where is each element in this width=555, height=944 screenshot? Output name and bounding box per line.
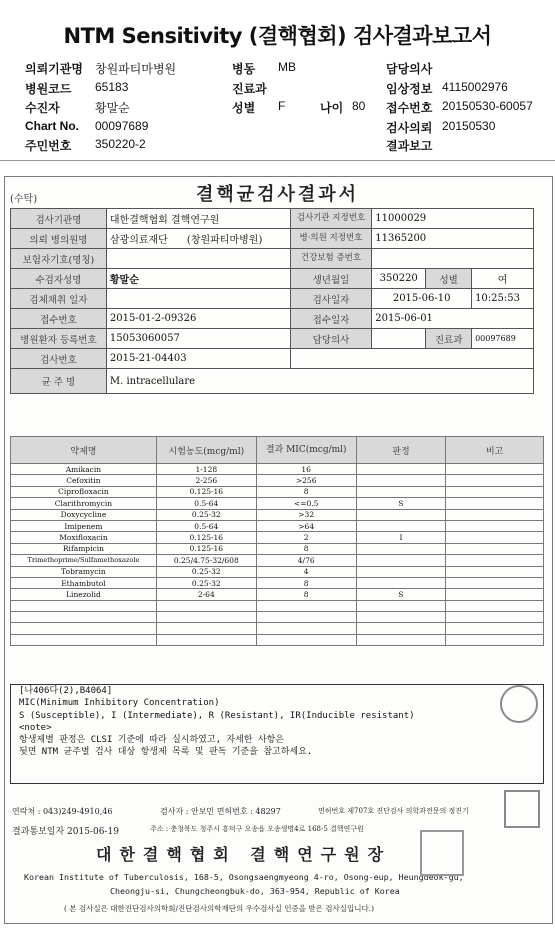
footer-phone: 연락처 : 043)249-4910,46 <box>12 807 113 816</box>
table-cell <box>156 634 256 645</box>
table-cell: 8 <box>256 486 356 497</box>
value-clinical-info: 4115002976 <box>442 80 508 94</box>
table-cell <box>156 600 256 611</box>
table-cell <box>356 623 446 634</box>
value-ward: MB <box>278 60 296 74</box>
table-row-empty <box>11 600 544 611</box>
report-tag: (수탁) <box>10 194 38 205</box>
table-cell <box>446 566 544 577</box>
cell-value: 2015-06-01 <box>372 309 534 329</box>
table-cell <box>446 509 544 520</box>
table-cell: 0.25-32 <box>156 509 256 520</box>
table-cell: Tobramycin <box>11 566 157 577</box>
table-cell: 2 <box>256 532 356 543</box>
table-cell: >256 <box>256 475 356 486</box>
table-row <box>11 566 544 577</box>
value-chart-no: 00097689 <box>95 119 149 133</box>
label-request-date: 검사의뢰 <box>386 121 433 135</box>
table-cell: Doxycycline <box>11 509 157 520</box>
table-cell <box>446 532 544 543</box>
table-cell <box>446 612 544 623</box>
note-line: S (Susceptible), I (Intermediate), R (Resistant), IR(Inducible resistant) <box>19 710 415 721</box>
cell-label: 병·의원 지정번호 <box>290 229 372 249</box>
value-receipt-no: 20150530-60057 <box>442 99 533 113</box>
page-title: NTM Sensitivity (결핵협회) 검사결과보고서 <box>63 24 492 48</box>
table-cell: 1-128 <box>156 464 256 475</box>
col-header: 시험농도(mcg/ml) <box>156 437 256 464</box>
table-cell <box>256 634 356 645</box>
label-department: 진료과 <box>232 82 267 96</box>
table-cell: 8 <box>256 589 356 600</box>
col-header: 판정 <box>356 437 446 464</box>
table-row-empty <box>11 634 544 645</box>
cell-label: 생년월일 <box>290 269 372 289</box>
table-cell <box>446 589 544 600</box>
value-sex: F <box>278 99 286 113</box>
report-title: 결핵균검사결과서 <box>195 184 360 205</box>
cell-label: 접수일자 <box>290 309 372 329</box>
table-row <box>11 475 544 486</box>
value-hospital-code: 65183 <box>95 80 129 94</box>
label-patient: 수진자 <box>25 101 60 115</box>
table-cell <box>156 623 256 634</box>
table-cell <box>446 577 544 588</box>
footer-doctor: 면허번호 제707호 진단검사 의학과전문의 정진기 <box>318 807 469 815</box>
table-cell: S <box>356 498 446 509</box>
cell-value: M. intracellulare <box>106 369 533 394</box>
table-cell <box>356 612 446 623</box>
table-cell: I <box>356 532 446 543</box>
cell-label: 담당의사 <box>290 329 372 349</box>
footer-address-en-2: Cheongju-si, Chungcheongbuk-do, 363-954, Republic of Korea <box>110 886 400 896</box>
label-hospital-code: 병원코드 <box>25 82 72 96</box>
table-cell: 0.125-16 <box>156 543 256 554</box>
table-cell: 2-256 <box>156 475 256 486</box>
cell-value <box>106 289 290 309</box>
label-institution: 의뢰기관명 <box>25 62 83 76</box>
table-cell: <=0.5 <box>256 498 356 509</box>
table-cell <box>446 464 544 475</box>
table-cell: 8 <box>256 543 356 554</box>
value-patient: 황말순 <box>95 101 130 115</box>
table-row <box>11 577 544 588</box>
note-line: MIC(Minimum Inhibitory Concentration) <box>19 698 220 709</box>
table-cell: Ethambutol <box>11 577 157 588</box>
table-cell: Cefoxitin <box>11 475 157 486</box>
cell-value <box>106 249 290 269</box>
table-cell <box>446 623 544 634</box>
patient-info-table <box>10 208 534 394</box>
cell-value <box>372 249 534 269</box>
label-report-date: 결과보고 <box>386 139 433 153</box>
label-chart-no: Chart No. <box>25 119 79 133</box>
table-row <box>11 543 544 554</box>
cell-label: 의뢰 병의원명 <box>11 229 107 249</box>
table-cell <box>11 600 157 611</box>
table-cell: Ciprofloxacin <box>11 486 157 497</box>
note-line: 항생제별 판정은 CLSI 기준에 따라 실시하였고, 자세한 사항은 <box>19 735 284 746</box>
label-sex: 성별 <box>232 101 256 115</box>
cell-value: 11000029 <box>372 209 534 229</box>
susceptibility-table <box>10 436 544 646</box>
cell-value: 2015-01-2-09326 <box>106 309 290 329</box>
footer-certification: ( 본 검사실은 대한진단검사의학회/진단검사의학재단의 우수검사실 인증을 받은 검사실입니다.) <box>64 904 375 913</box>
table-cell: 16 <box>256 464 356 475</box>
table-cell: 0.125-16 <box>156 532 256 543</box>
table-row <box>11 589 544 600</box>
col-header: 약제명 <box>11 437 157 464</box>
cell-value <box>372 329 426 349</box>
table-cell: Trimethoprime/Sulfamethoxazole <box>11 555 157 566</box>
footer-organization: 대한결핵협회 결핵연구원장 <box>96 845 392 864</box>
table-row-empty <box>11 623 544 634</box>
cell-label: 병원환자 등록번호 <box>11 329 107 349</box>
cell-value <box>106 229 290 249</box>
table-cell <box>356 566 446 577</box>
hospital-name: 삼광의료재단 <box>109 235 168 246</box>
table-cell <box>446 498 544 509</box>
table-cell <box>446 600 544 611</box>
table-cell: Amikacin <box>11 464 157 475</box>
table-cell: 8 <box>256 577 356 588</box>
footer-date: 결과통보일자 2015-06-19 <box>12 827 119 837</box>
cell-value: 00097689 <box>472 329 534 349</box>
table-cell <box>256 623 356 634</box>
table-cell: 0.25-32 <box>156 566 256 577</box>
table-cell: 0.5-64 <box>156 498 256 509</box>
table-cell <box>446 475 544 486</box>
doctor-seal <box>504 790 540 828</box>
cell-value: 2015-21-04403 <box>106 349 290 369</box>
col-header: 결과 MIC(mcg/ml) <box>256 437 356 464</box>
table-cell: Linezolid <box>11 589 157 600</box>
cell-label: 수검자성명 <box>11 269 107 289</box>
table-cell <box>446 555 544 566</box>
table-cell: 0.25-32 <box>156 577 256 588</box>
label-age: 나이 <box>320 101 344 115</box>
value-resident-no: 350220-2 <box>95 137 146 151</box>
table-cell <box>156 612 256 623</box>
cell-label: 검사기관명 <box>11 209 107 229</box>
cell-label: 균 주 명 <box>11 369 107 394</box>
table-cell <box>356 543 446 554</box>
table-cell <box>256 600 356 611</box>
cell-label: 건강보험 증번호 <box>290 249 372 269</box>
stamp-seal <box>500 685 538 723</box>
label-physician: 담당의사 <box>386 62 433 76</box>
table-cell: >32 <box>256 509 356 520</box>
cell-value: 대한결핵협회 결핵연구원 <box>106 209 290 229</box>
table-cell: 0.25/4.75-32/608 <box>156 555 256 566</box>
value-institution: 창원파티마병원 <box>95 62 177 76</box>
note-line: <note> <box>19 722 52 733</box>
label-resident-no: 주민번호 <box>25 139 72 153</box>
table-cell: >64 <box>256 520 356 531</box>
table-cell <box>446 520 544 531</box>
table-row <box>11 532 544 543</box>
table-row <box>11 486 544 497</box>
label-ward: 병동 <box>232 62 256 76</box>
table-cell: 0.125-16 <box>156 486 256 497</box>
table-cell: Moxifloxacin <box>11 532 157 543</box>
table-cell <box>11 634 157 645</box>
table-cell <box>356 486 446 497</box>
header-divider <box>0 160 555 161</box>
cell-value: 여 <box>472 269 534 289</box>
cell-label: 검체채취 일자 <box>11 289 107 309</box>
table-cell: 4 <box>256 566 356 577</box>
cell-value: 350220 <box>372 269 426 289</box>
table-row-empty <box>11 612 544 623</box>
table-cell <box>356 509 446 520</box>
table-cell: Clarithromycin <box>11 498 157 509</box>
col-header: 비고 <box>446 437 544 464</box>
table-row <box>11 509 544 520</box>
value-request-date: 20150530 <box>442 119 496 133</box>
table-cell <box>356 577 446 588</box>
table-cell <box>356 475 446 486</box>
official-seal <box>420 830 464 876</box>
cell-label: 보험자기호(명칭) <box>11 249 107 269</box>
table-cell: 2-64 <box>156 589 256 600</box>
table-row <box>11 520 544 531</box>
cell-label: 진료과 <box>426 329 472 349</box>
value-age: 80 <box>352 99 366 113</box>
table-cell: Imipenem <box>11 520 157 531</box>
cell-value <box>290 349 533 369</box>
table-row <box>11 464 544 475</box>
table-cell: 0.5-64 <box>156 520 256 531</box>
table-row <box>11 555 544 566</box>
table-cell <box>356 634 446 645</box>
cell-label: 접수번호 <box>11 309 107 329</box>
cell-value: 황말순 <box>106 269 290 289</box>
cell-label: 검사일자 <box>290 289 372 309</box>
table-cell: S <box>356 589 446 600</box>
cell-value: 10:25:53 <box>472 289 534 309</box>
table-cell <box>356 464 446 475</box>
table-cell: Rifampicin <box>11 543 157 554</box>
hospital-subname: (창원파티마병원) <box>186 235 263 246</box>
label-clinical-info: 임상정보 <box>386 82 433 96</box>
cell-label: 성별 <box>426 269 472 289</box>
note-line: [나406다(2),B4064] <box>19 686 113 696</box>
cell-value: 2015-06-10 <box>372 289 472 309</box>
table-cell <box>11 612 157 623</box>
label-receipt-no: 접수번호 <box>386 101 433 115</box>
footer-address-en-1: Korean Institute of Tuberculosis, 168-5, Osongsaengmyeong 4-ro, Osong-eup, Heungdeok-gu, <box>24 872 464 882</box>
footer-address: 주소 : 충청북도 청주시 흥덕구 오송읍 오송생명4로 168-5 결핵연구원 <box>150 825 364 833</box>
table-cell <box>446 634 544 645</box>
table-cell <box>256 612 356 623</box>
cell-label: 검사기관 지정번호 <box>290 209 372 229</box>
table-cell <box>446 486 544 497</box>
table-row <box>11 498 544 509</box>
notes-box <box>10 684 544 784</box>
cell-value: 11365200 <box>372 229 534 249</box>
note-line: 뒷면 NTM 균주별 검사 대상 항생제 목록 및 판독 기준을 참고하세요. <box>19 747 313 758</box>
table-cell <box>446 543 544 554</box>
table-cell: 4/76 <box>256 555 356 566</box>
footer-examiner: 검사자 : 안보민 면허번호 : 48297 <box>160 807 281 816</box>
table-cell <box>11 623 157 634</box>
cell-label: 검사번호 <box>11 349 107 369</box>
cell-value: 15053060057 <box>106 329 290 349</box>
table-cell <box>356 555 446 566</box>
table-cell <box>356 520 446 531</box>
table-cell <box>356 600 446 611</box>
